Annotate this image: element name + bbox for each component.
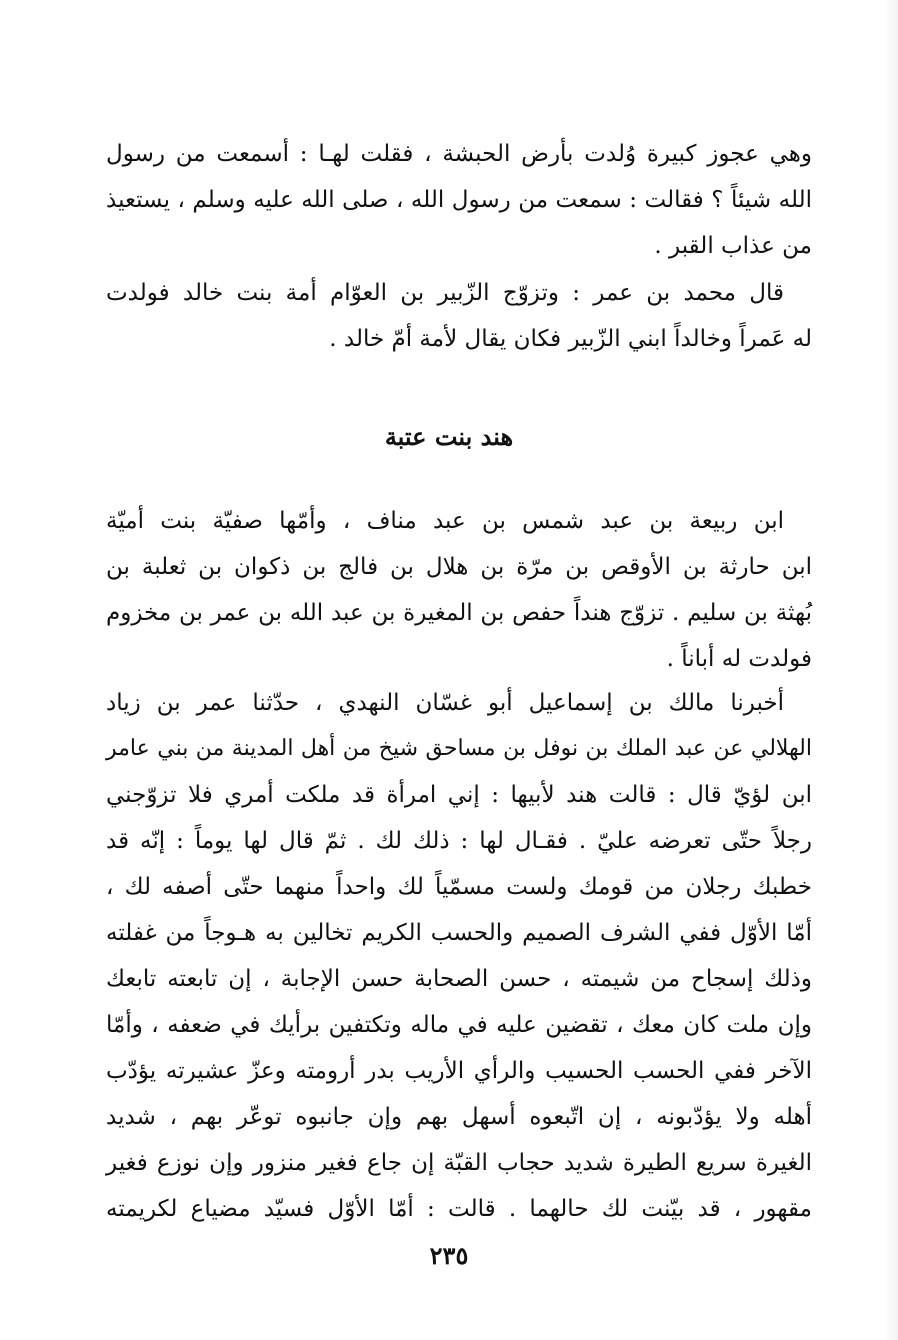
text-line: بُهثة بن سليم . تزوّج هنداً حفص بن المغيرة بن عبد الله بن عمر بن مخزوم	[106, 600, 812, 626]
text-line: من عذاب القبر .	[654, 233, 812, 259]
text-line: وإن ملت كان معك ، تقضين عليه في ماله وتكتفين برأيك في ضعفه ، وأمّا	[106, 1012, 812, 1038]
text-line: أهله ولا يؤدّبونه ، إن اتّبعوه أسهل بهم وإن جانبوه توعّر بهم ، شديد	[106, 1104, 812, 1130]
text-line: قال محمد بن عمر : وتزوّج الزّبير بن العوّام أمة بنت خالد فولدت	[106, 280, 784, 306]
section-heading: هند بنت عتبة	[384, 422, 514, 451]
text-line: مقهور ، قد بيّنت لك حالهما . قالت : أمّا الأوّل فسيّد مضياع لكريمته	[106, 1196, 812, 1222]
text-line: ابن حارثة بن الأوقص بن مرّة بن هلال بن فالج بن ذكوان بن ثعلبة بن	[106, 554, 812, 580]
paragraph-2	[106, 270, 812, 362]
text-line: خطبك رجلان من قومك ولست مسمّياً لك واحداً منهما حتّى أصفه لك ،	[106, 874, 812, 900]
text-line: الآخر ففي الحسب الحسيب والرأي الأريب بدر أرومته وعزّ عشيرته يؤدّب	[106, 1058, 812, 1084]
text-line: الله شيئاً ؟ فقالت : سمعت من رسول الله ، صلى الله عليه وسلم ، يستعيذ	[106, 187, 812, 213]
text-line: ابن لؤيّ قال : قالت هند لأبيها : إني امرأة قد ملكت أمري فلا تزوّجني	[106, 782, 812, 808]
text-line: ابن ربيعة بن عبد شمس بن عبد مناف ، وأمّها صفيّة بنت أميّة	[106, 508, 784, 534]
text-line: وذلك إسجاح من شيمته ، حسن الصحابة حسن الإجابة ، إن تابعته تابعك	[106, 966, 812, 992]
text-line: الهلالي عن عبد الملك بن نوفل بن مساحق شيخ من أهل المدينة من بني عامر	[106, 736, 812, 761]
text-line: الغيرة سريع الطيرة شديد حجاب القبّة إن جاع فغير منزور وإن نوزع فغير	[106, 1150, 812, 1176]
text-line: فولدت له أباناً .	[666, 646, 812, 672]
text-line: أمّا الأوّل ففي الشرف الصميم والحسب الكريم تخالين به هـوجاً من غفلته	[106, 920, 812, 946]
page-edge-shadow	[884, 0, 898, 1340]
paragraph-4	[106, 680, 812, 1232]
page-number: ٢٣٥	[429, 1241, 469, 1270]
text-line: وهي عجوز كبيرة وُلدت بأرض الحبشة ، فقلت لهـا : أسمعت من رسول	[106, 141, 812, 167]
paragraph-3	[106, 498, 812, 682]
text-line: له عَمراً وخالداً ابني الزّبير فكان يقال لأمة أمّ خالد .	[329, 326, 812, 352]
paragraph-1	[106, 131, 812, 269]
text-line: رجلاً حتّى تعرضه عليّ . فقـال لها : ذلك لك . ثمّ قال لها يوماً : إنّه قد	[106, 828, 812, 854]
text-line: أخبرنا مالك بن إسماعيل أبو غسّان النهدي ، حدّثنا عمر بن زياد	[106, 690, 784, 716]
